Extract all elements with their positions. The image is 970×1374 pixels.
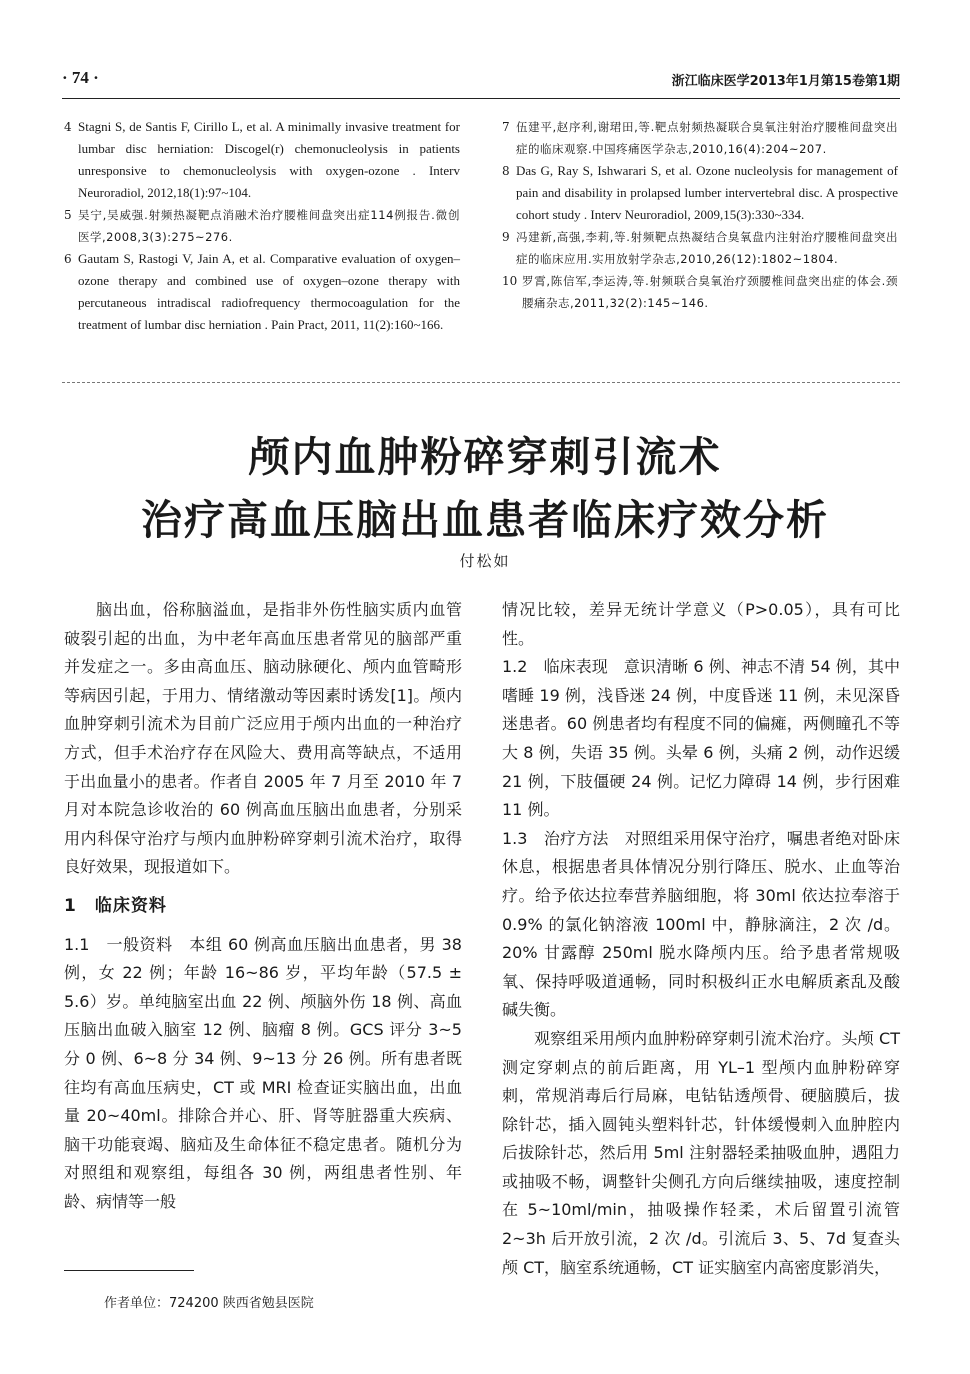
intro-paragraph: 脑出血，俗称脑溢血，是指非外伤性脑实质内血管破裂引起的出血，为中老年高血压患者常见的脑部严重并发症之一。多由高血压、脑动脉硬化、颅内血管畸形等病因引起，于用力、情绪激动等因素时诱发[1]。颅内血肿穿刺引流术为目前广泛应用于颅内出血的一种治疗方式，但手术治疗存在风险大、费用高等缺点，不适用于出血量小的患者。作者自 2005 年 7 月至 2010 年 7 月对本院急诊收治的 60 例高血压脑出血患者，分别采用内科保守治疗与颅内血肿粉碎穿刺引流术治疗，取得良好效果，现报道如下。	[64, 600, 462, 877]
reference-item	[502, 226, 898, 270]
paragraph-1-1: 1.1 一般资料 本组 60 例高血压脑出血患者，男 38 例，女 22 例；年龄 16~86 岁，平均年龄（57.5 ± 5.6）岁。单纯脑室出血 22 例、颅脑外伤 18 例、高血压脑出血破入脑室 12 例、脑瘤 8 例。GCS 评分 3~5 分 0 例、6~8 分 34 例、9~13 分 26 例。所有患者既往均有高血压病史，CT 或 MRI 检查证实脑出血，出血量 20~40ml。排除合并心、肝、肾等脏器重大疾病、脑干功能衰竭、脑疝及生命体征不稳定患者。随机分为对照组和观察组，每组各 30 例，两组患者性别、年龄、病情等一般	[64, 934, 462, 1211]
reference-number: 4	[64, 120, 72, 134]
reference-text: Das G, Ray S, Ishwarari S, et al. Ozone nucleolysis for management of pain and disability in prolapsed lumber intervertebral disc. A prospective cohort study . Interv Neuroradiol, 2009,15(3):330~334.	[516, 163, 898, 222]
article-title-line1: 颅内血肿粉碎穿刺引流术	[248, 433, 722, 481]
reference-number: 9	[502, 230, 510, 244]
reference-number: 5	[64, 208, 72, 222]
reference-number: 10	[502, 274, 518, 288]
footnote-rule	[64, 1270, 194, 1271]
article-title-line2: 治疗高血压脑出血患者临床疗效分析	[141, 496, 829, 544]
reference-item	[502, 270, 898, 314]
reference-item	[64, 248, 460, 336]
reference-item	[502, 116, 898, 160]
header-rule	[62, 98, 900, 99]
reference-item	[64, 204, 460, 248]
reference-text: Stagni S, de Santis F, Cirillo L, et al. A minimally invasive treatment for lumbar disc herniation: Discogel(r) chemonucleolysis in patients unresponsive to chemonucleolysis with oxygen-ozone . Interv Neuroradiol, 2012,18(1):97~104.	[78, 119, 460, 200]
reference-text: 伍建平,赵序利,谢珺田,等.靶点射频热凝联合臭氧注射治疗腰椎间盘突出症的临床观察.中国疼痛医学杂志,2010,16(4):204~207.	[516, 120, 898, 156]
reference-text: 吴宁,吴威强.射频热凝靶点消融术治疗腰椎间盘突出症114例报告.微创医学,2008,3(3):275~276.	[78, 208, 460, 244]
running-header	[62, 68, 900, 94]
body-column-left	[64, 596, 462, 1216]
reference-text: 冯建新,高强,李莉,等.射频靶点热凝结合臭氧盘内注射治疗腰椎间盘突出症的临床应用.实用放射学杂志,2010,26(12):1802~1804.	[516, 230, 898, 266]
paragraph-observation-group: 观察组采用颅内血肿粉碎穿刺引流术治疗。头颅 CT 测定穿刺点的前后距离，用 YL–1 型颅内血肿粉碎穿刺，常规消毒后行局麻，电钻钻透颅骨、硬脑膜后，拔除针芯，插入圆钝头塑料针芯，针体缓慢刺入血肿腔内后拔除针芯，然后用 5ml 注射器轻柔抽吸血肿，遇阻力或抽吸不畅，调整针尖侧孔方向后继续抽吸，速度控制在 5~10ml/min，抽吸操作轻柔，术后留置引流管 2~3h 后开放引流，2 次 /d。引流后 3、5、7d 复查头颅 CT，脑室系统通畅，CT 证实脑室内高密度影消失，	[502, 1028, 900, 1277]
references-left	[64, 116, 460, 336]
reference-number: 6	[64, 252, 72, 266]
section-separator	[62, 382, 900, 383]
reference-text: Gautam S, Rastogi V, Jain A, et al. Comparative evaluation of oxygen–ozone therapy and combined use of oxygen–ozone therapy with percutaneous intradiscal radiofrequency thermocoagulation for the treatment of lumbar disc herniation . Pain Pract, 2011, 11(2):160~166.	[78, 251, 460, 332]
page-number: · 74 ·	[62, 68, 99, 87]
journal-name: 浙江临床医学2013年1月第15卷第1期	[671, 74, 900, 89]
reference-number: 7	[502, 120, 510, 134]
article-author: 付松如	[459, 552, 511, 570]
author-affiliation: 作者单位：724200 陕西省勉县医院	[104, 1296, 314, 1311]
references-right	[502, 116, 898, 314]
reference-text: 罗霄,陈信军,李运涛,等.射频联合臭氧治疗颈腰椎间盘突出症的体会.颈腰痛杂志,2011,32(2):145~146.	[522, 274, 898, 310]
reference-item	[64, 116, 460, 204]
paragraph-1-3: 1.3 治疗方法 对照组采用保守治疗，嘱患者绝对卧床休息，根据患者具体情况分别行降压、脱水、止血等治疗。给予依达拉奉营养脑细胞，将 30ml 依达拉奉溶于 0.9% 的氯化钠溶液 100ml 中，静脉滴注，2 次 /d。20% 甘露醇 250ml 脱水降颅内压。给予患者常规吸氧、保持呼吸道通畅，同时积极纠正水电解质紊乱及酸碱失衡。	[502, 828, 900, 1020]
section-heading: 1 临床资料	[64, 895, 167, 916]
reference-number: 8	[502, 164, 510, 178]
body-column-right	[502, 596, 900, 1282]
reference-item	[502, 160, 898, 226]
paragraph-continued: 情况比较，差异无统计学意义（P>0.05），具有可比性。	[502, 600, 900, 648]
paragraph-1-2: 1.2 临床表现 意识清晰 6 例、神志不清 54 例，其中嗜睡 19 例，浅昏迷 24 例，中度昏迷 11 例，未见深昏迷患者。60 例患者均有程度不同的偏瘫，两侧瞳孔不等大 8 例，失语 35 例。头晕 6 例，头痛 2 例，动作迟缓 21 例，下肢僵硬 24 例。记忆力障碍 14 例，步行困难 11 例。	[502, 657, 900, 820]
